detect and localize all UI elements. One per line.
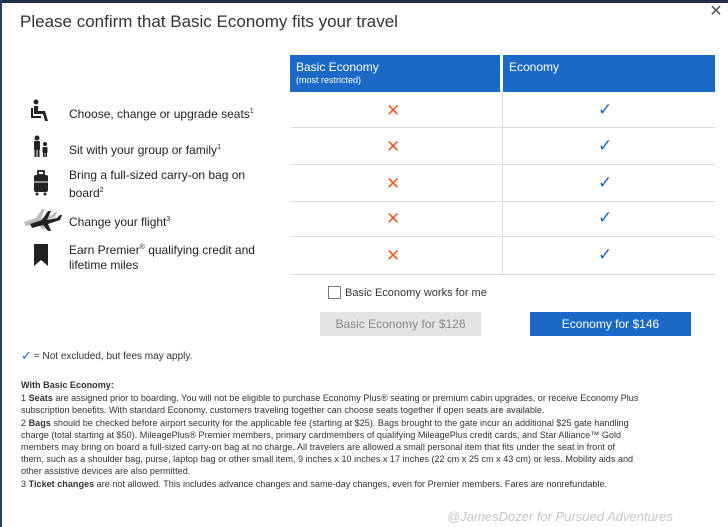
bookmark-icon bbox=[28, 242, 54, 268]
column-header-basic-economy bbox=[290, 55, 500, 92]
check-icon: ✓ bbox=[598, 136, 613, 155]
family-icon bbox=[28, 134, 54, 160]
column-subtitle: (most restricted) bbox=[296, 75, 362, 85]
cross-icon: ✕ bbox=[386, 101, 401, 120]
check-icon: ✓ bbox=[21, 348, 32, 363]
dialog-title: Please confirm that Basic Economy fits your travel bbox=[20, 12, 398, 31]
feature-row-carry-on bbox=[22, 166, 715, 202]
footnote-2-cont: members may bring on board a full-sized carry-on bag at no charge. All travelers are allowed a small personal item that fits under the seat in front of bbox=[21, 442, 615, 453]
airplanes-icon bbox=[22, 206, 62, 232]
feature-row-premier-credit bbox=[22, 238, 715, 274]
feature-row-seats bbox=[22, 96, 715, 128]
confirm-checkbox-row[interactable] bbox=[328, 286, 487, 299]
footnotes bbox=[21, 379, 721, 490]
cross-icon: ✕ bbox=[386, 174, 401, 193]
economy-button[interactable]: Economy for $146 bbox=[530, 312, 691, 336]
check-icon: ✓ bbox=[598, 208, 613, 227]
row-divider bbox=[290, 236, 715, 237]
footnote-1-cont: subscription benefits. With standard Economy, customers traveling together can choose seats together if open seats are available. bbox=[21, 405, 545, 416]
confirm-checkbox[interactable] bbox=[328, 286, 341, 299]
checkbox-label: Basic Economy works for me bbox=[345, 286, 487, 299]
footnote-2: 2 Bags should be checked before airport security for the applicable fee (starting at $25). Bags brought to the gate incur an additional $25 gate handling bbox=[21, 417, 629, 428]
feature-label: Choose, change or upgrade seats$^1$ bbox=[69, 107, 254, 121]
seat-icon bbox=[28, 98, 54, 124]
close-icon[interactable]: ✕ bbox=[709, 3, 723, 20]
legend-text: = Not excluded, but fees may apply. bbox=[33, 350, 193, 362]
check-icon: ✓ bbox=[598, 245, 613, 264]
row-divider bbox=[290, 164, 715, 165]
column-title: Economy bbox=[509, 60, 560, 74]
footnote-1: 1 Seats are assigned prior to boarding. You will not be eligible to purchase Economy Plus® seating or premium cabin upgrades, or receive Economy Plus bbox=[21, 393, 639, 404]
column-title: Basic Economy bbox=[296, 60, 379, 74]
cross-icon: ✕ bbox=[386, 137, 401, 156]
cross-icon: ✕ bbox=[386, 246, 401, 265]
cross-icon: ✕ bbox=[386, 209, 401, 228]
footnote-2-cont: charge (total starting at $50). MileagePlus® Premier members, primary cardmembers of qualifying MileagePlus credit cards, and Star Alliance™ Gold bbox=[21, 429, 622, 440]
feature-label: Sit with your group or family$^1$ bbox=[69, 143, 221, 157]
footnote-3: 3 Ticket changes are not allowed. This includes advance changes and same-day changes, even for Premier members. Fares are nonrefundable. bbox=[21, 478, 608, 489]
check-icon: ✓ bbox=[598, 173, 613, 192]
watermark: @JamesDozer for Pursued Adventures bbox=[447, 509, 673, 524]
footnote-2-cont: them, such as a shoulder bag, purse, laptop bag or other small item, 9 inches x 10 inches x 17 inches (22 cm x 25 cm x 43 cm) or less. Mobility aids and bbox=[21, 454, 634, 465]
luggage-icon bbox=[28, 170, 54, 196]
row-divider bbox=[290, 201, 715, 202]
feature-row-family bbox=[22, 132, 715, 164]
dialog-top-border bbox=[2, 0, 728, 3]
footnote-2-cont: other assistive devices are also permitted. bbox=[21, 466, 191, 477]
basic-economy-button[interactable]: Basic Economy for $126 bbox=[320, 312, 481, 336]
feature-label: Bring a full-sized carry-on bag on board$^2$ bbox=[69, 168, 246, 200]
legend bbox=[21, 348, 192, 364]
feature-label: Change your flight$^3$ bbox=[69, 215, 171, 229]
footnotes-heading: With Basic Economy: bbox=[21, 380, 114, 390]
feature-label: Earn Premier® qualifying credit and lifetime miles bbox=[69, 243, 255, 272]
row-divider bbox=[290, 127, 715, 128]
check-icon: ✓ bbox=[598, 100, 613, 119]
column-header-economy bbox=[503, 55, 715, 92]
feature-row-change-flight bbox=[22, 204, 715, 236]
row-divider bbox=[290, 274, 715, 275]
